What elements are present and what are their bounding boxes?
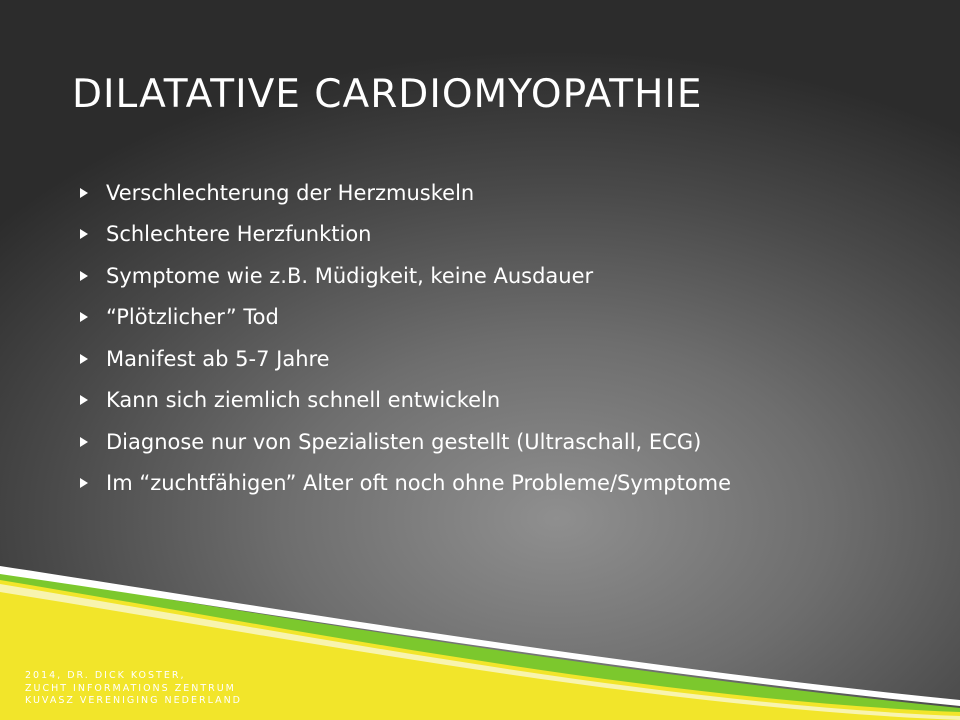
bullet-item [80,463,731,505]
bullet-text: Kann sich ziemlich schnell entwickeln [106,388,501,413]
bullet-arrow-icon [80,354,88,364]
bullet-text: Symptome wie z.B. Müdigkeit, keine Ausdauer [106,263,594,288]
bullet-item [80,421,731,463]
bullet-item [80,380,731,422]
bullet-item [80,338,731,380]
slide-title: DILATATIVE CARDIOMYOPATHIE [72,72,703,117]
bullet-arrow-icon [80,437,88,447]
bullet-arrow-icon [80,395,88,405]
bullet-text: Schlechtere Herzfunktion [106,222,372,247]
bullet-item [80,297,731,339]
bullet-item [80,172,731,214]
bullet-arrow-icon [80,312,88,322]
bullet-arrow-icon [80,229,88,239]
bullet-text: “Plötzlicher” Tod [106,305,279,330]
bullet-text: Diagnose nur von Spezialisten gestellt (Ultraschall, ECG) [106,429,702,454]
bullet-item [80,214,731,256]
footer-line: ZUCHT INFORMATIONS ZENTRUM [25,682,236,694]
bullet-text: Manifest ab 5-7 Jahre [106,346,330,371]
footer-line: KUVASZ VERENIGING NEDERLAND [25,695,242,706]
footer-credit [25,670,242,708]
bullet-arrow-icon [80,478,88,488]
bullet-list [80,172,731,504]
bullet-text: Verschlechterung der Herzmuskeln [106,180,475,205]
bullet-text: Im “zuchtfähigen” Alter oft noch ohne Probleme/Symptome [106,471,732,496]
bullet-arrow-icon [80,271,88,281]
footer-line: 2014, DR. DICK KOSTER, [25,670,186,681]
bullet-item [80,255,731,297]
bullet-arrow-icon [80,188,88,198]
